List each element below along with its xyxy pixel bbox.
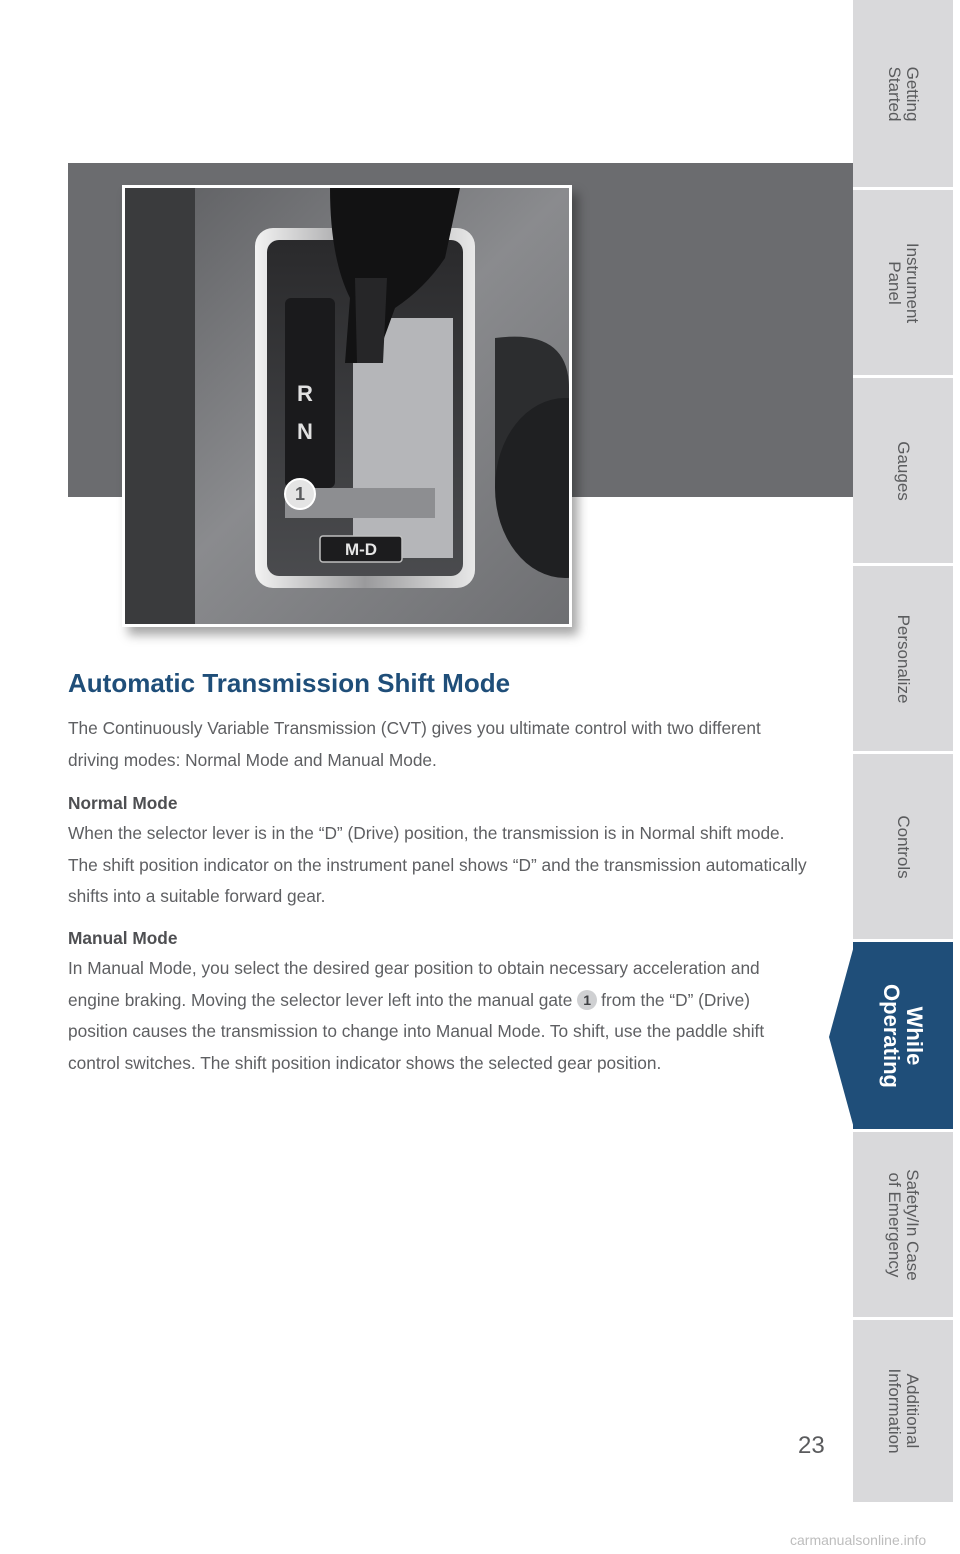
section-tabs [853, 0, 960, 1505]
manual-mode-heading: Manual Mode [68, 928, 178, 948]
gear-label-n: N [297, 419, 313, 444]
shift-lever-photo [122, 185, 572, 627]
tab-gauges[interactable] [853, 378, 953, 566]
tab-label: Getting Started [885, 66, 922, 121]
tab-label: Controls [894, 814, 913, 879]
active-tab-pointer [829, 942, 855, 1132]
tab-label: Gauges [894, 440, 913, 501]
normal-mode-heading: Normal Mode [68, 793, 178, 813]
tab-personalize[interactable] [853, 566, 953, 754]
tab-label: While Operating [879, 983, 927, 1088]
page-number: 23 [798, 1432, 825, 1459]
normal-mode-paragraph: When the selector lever is in the “D” (Drive) position, the transmission is in Normal shift mode. The shift position indicator on the instrument panel shows “D” and the transmission automatically shifts into a suitable forward gear. [68, 823, 807, 906]
tab-label: Personalize [894, 614, 913, 703]
manual-mode-paragraph [68, 953, 808, 1079]
callout-ref-1: 1 [577, 990, 597, 1010]
tab-safety-emergency[interactable] [853, 1132, 953, 1320]
page-title: Automatic Transmission Shift Mode [68, 668, 511, 698]
tab-additional-information[interactable] [853, 1320, 953, 1505]
gate-label-md: M-D [344, 540, 378, 559]
shift-gate-illustration [125, 188, 569, 624]
tab-instrument-panel[interactable] [853, 190, 953, 378]
manual-mode-text-b: from the “D” (Drive) position causes the transmission to change into Manual Mode. To shift, use the paddle shift control switches. The shift position indicator shows the selected gear position. [68, 989, 765, 1073]
callout-1: 1 [284, 478, 316, 510]
tab-while-operating[interactable] [853, 942, 953, 1132]
tab-label: Instrument Panel [885, 242, 922, 323]
footer-watermark: carmanualsonline.info [790, 1532, 927, 1548]
tab-label: Safety/In Case of Emergency [885, 1168, 922, 1281]
gear-label-r: R [297, 381, 313, 406]
manual-mode-text-a: In Manual Mode, you select the desired gear position to obtain necessary acceleration and engine braking. Moving the selector lever left into the manual gate [68, 958, 760, 1010]
tab-getting-started[interactable] [853, 0, 953, 190]
tab-label: Additional Information [885, 1368, 922, 1454]
tab-controls[interactable] [853, 754, 953, 942]
intro-paragraph: The Continuously Variable Transmission (CVT) gives you ultimate control with two different driving modes: Normal Mode and Manual Mode. [68, 718, 761, 770]
